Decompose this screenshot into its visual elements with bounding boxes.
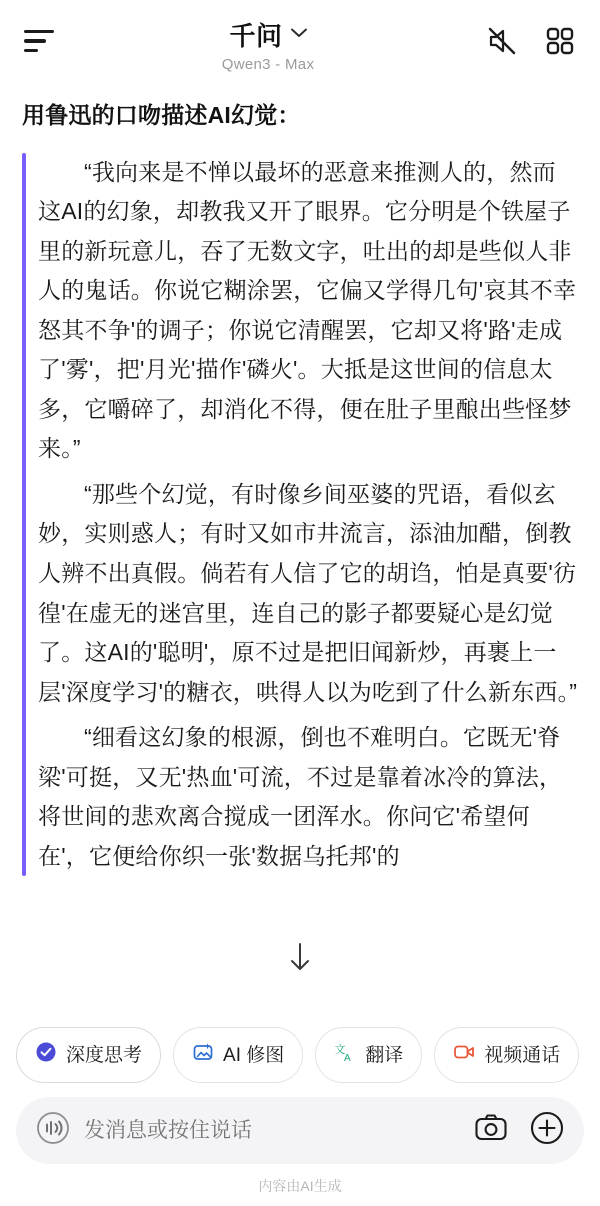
message-composer[interactable] bbox=[16, 1097, 584, 1164]
chip-deep-thinking[interactable] bbox=[16, 1027, 161, 1083]
assistant-paragraph: “我向来是不惮以最坏的恶意来推测人的，然而这AI的幻象，却教我又开了眼界。它分明是个铁屋子里的新玩意儿，吞了无数文字，吐出的却是些似人非人的鬼话。你说它糊涂罢，它偏又学得几句'哀其不幸怒其不争'的调子；你说它清醒罢，它却又将'路'走成了'雾'，把'月光'描作'磷火'。大抵是这世间的信息太多，它嚼碎了，却消化不得，便在肚子里酿出些怪梦来。” bbox=[38, 158, 577, 462]
voice-wave-icon[interactable] bbox=[36, 1111, 70, 1150]
chip-translate[interactable] bbox=[315, 1027, 422, 1083]
menu-icon[interactable] bbox=[24, 30, 54, 53]
svg-text:A: A bbox=[344, 1053, 351, 1063]
assistant-accent-bar bbox=[22, 153, 26, 877]
app-header bbox=[0, 0, 600, 82]
model-selector[interactable] bbox=[229, 16, 306, 53]
assistant-message bbox=[22, 153, 578, 877]
chip-label: AI 修图 bbox=[223, 1044, 285, 1066]
assistant-paragraph: “细看这幻象的根源，倒也不难明白。它既无'脊梁'可挺，又无'热血'可流，不过是靠着冰冷的算法，将世间的悲欢离合搅成一团浑水。你问它'希望何在'，它便给你织一张'数据乌托邦'的 bbox=[38, 724, 563, 869]
video-call-icon bbox=[453, 1041, 475, 1069]
chip-label: 深度思考 bbox=[66, 1044, 143, 1066]
arrow-down-icon[interactable] bbox=[283, 940, 317, 974]
message-input[interactable] bbox=[70, 1119, 462, 1143]
chip-label: 视频通话 bbox=[484, 1044, 561, 1066]
check-circle-icon bbox=[35, 1041, 57, 1069]
header-center bbox=[80, 16, 456, 73]
magic-wand-icon bbox=[192, 1041, 214, 1069]
page-title: 千问 bbox=[229, 20, 283, 51]
header-left bbox=[24, 30, 80, 53]
header-right bbox=[456, 25, 576, 57]
model-subtitle: Qwen3 - Max bbox=[221, 55, 315, 73]
chip-video-call[interactable] bbox=[434, 1027, 579, 1083]
assistant-paragraph: “那些个幻觉，有时像乡间巫婆的咒语，看似玄妙，实则惑人；有时又如市井流言，添油加醋，倒教人辨不出真假。倘若有人信了它的胡诌，怕是真要'彷徨'在虚无的迷宫里，连自己的影子都要疑心是幻觉了。这AI的'聪明'，原不过是把旧闻新炒，再裹上一层'深度学习'的糖衣，哄得人以为吃到了什么新东西。” bbox=[38, 480, 578, 705]
composer-actions bbox=[462, 1111, 564, 1150]
plus-circle-icon[interactable] bbox=[530, 1111, 564, 1150]
ai-disclaimer: 内容由AI生成 bbox=[258, 1178, 342, 1194]
bottom-bar bbox=[0, 1017, 600, 1206]
camera-icon[interactable] bbox=[474, 1111, 508, 1150]
chip-ai-photo-edit[interactable] bbox=[173, 1027, 303, 1083]
grid-apps-icon[interactable] bbox=[544, 25, 576, 57]
speaker-mute-icon[interactable] bbox=[486, 25, 518, 57]
conversation-area bbox=[0, 98, 600, 876]
svg-text:文: 文 bbox=[334, 1044, 346, 1056]
quick-action-chips bbox=[16, 1017, 584, 1097]
chip-label: 翻译 bbox=[365, 1044, 404, 1066]
translate-icon bbox=[334, 1041, 356, 1069]
user-message: 用鲁迅的口吻描述AI幻觉： bbox=[22, 102, 301, 128]
chevron-down-icon[interactable] bbox=[291, 25, 307, 43]
